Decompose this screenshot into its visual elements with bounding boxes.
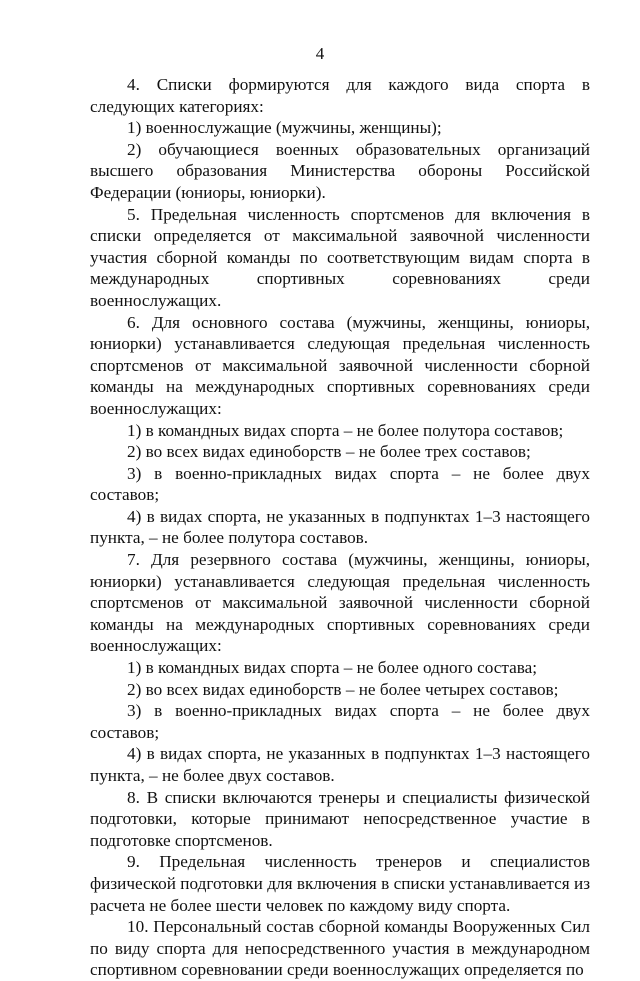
page-number: 4 xyxy=(315,44,325,63)
list-item: 3) в военно-прикладных видах спорта – не более двух составов; xyxy=(90,463,590,505)
list-item: 4) в видах спорта, не указанных в подпунктах 1–3 настоящего пункта, – не более двух составов. xyxy=(90,744,590,785)
list-item: 4) в видах спорта, не указанных в подпунктах 1–3 настоящего пункта, – не более полутора составов. xyxy=(90,506,590,548)
list-item: 2) во всех видах единоборств – не более четырех составов; xyxy=(127,679,559,699)
paragraph-9: 9. Предельная численность тренеров и специалистов физической подготовки для включения в списки устанавливается из расчета не более шести человек по каждому виду спорта. xyxy=(90,852,590,915)
paragraph-8: 8. В списки включаются тренеры и специалисты физической подготовки, которые принимают непосредственное участие в подготовке спортсменов. xyxy=(90,787,590,850)
paragraph-5: 5. Предельная численность спортсменов для включения в списки определяется от максимальной заявочной численности участия сборной команды по соответствующим видам спорта в международных спортивных соревнованиях среди военнослужащих. xyxy=(90,204,590,310)
paragraph-10: 10. Персональный состав сборной команды Вооруженных Сил по виду спорта для непосредственного участия в международном спортивном соревновании среди военнослужащих определяется по xyxy=(90,917,590,980)
list-item: 1) в командных видах спорта – не более полутора составов; xyxy=(127,420,564,440)
list-item: 1) военнослужащие (мужчины, женщины); xyxy=(127,118,442,138)
list-item: 2) обучающиеся военных образовательных организаций высшего образования Министерства обороны Российской Федерации (юниоры, юниорки). xyxy=(90,139,590,202)
paragraph-7: 7. Для резервного состава (мужчины, женщины, юниоры, юниорки) устанавливается следующая предельная численность спортсменов от максимальной заявочной численности сборной команды на международных спортивных соревнованиях среди военнослужащих: xyxy=(90,550,590,656)
list-item: 1) в командных видах спорта – не более одного состава; xyxy=(127,658,538,678)
document-body xyxy=(90,74,590,981)
list-item: 3) в военно-прикладных видах спорта – не более двух составов; xyxy=(90,701,590,742)
list-item: 2) во всех видах единоборств – не более трех составов; xyxy=(127,442,531,462)
paragraph-4: 4. Списки формируются для каждого вида спорта в следующих категориях: xyxy=(90,75,590,116)
paragraph-6: 6. Для основного состава (мужчины, женщины, юниоры, юниорки) устанавливается следующая предельная численность спортсменов от максимальной заявочной численности сборной команды на международных спортивных соревнованиях среди военнослужащих: xyxy=(90,312,590,418)
